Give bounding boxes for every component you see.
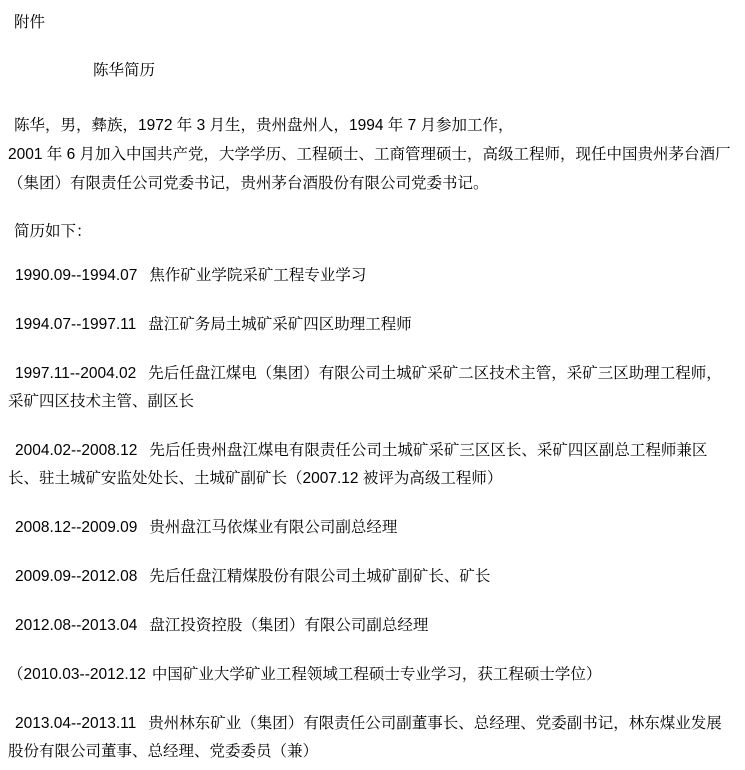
- entry-period: 2009.09--2012.08: [15, 568, 138, 585]
- intro-line: 2001 年 6 月加入中国共产党，大学学历、工程硕士、工商管理硕士，高级工程师，现任中国贵州茅台酒厂: [8, 146, 731, 163]
- intro-paragraph: [8, 111, 731, 198]
- entry-period: 1990.09--1994.07: [15, 267, 138, 284]
- page-title: 陈华简历: [93, 62, 156, 79]
- entry-period: 2012.08--2013.04: [15, 617, 138, 634]
- entry-period: 2010.03--2012.12: [23, 666, 146, 683]
- entry-period: 1994.07--1997.11: [15, 316, 137, 333]
- entry-period: 2008.12--2009.09: [15, 519, 138, 536]
- entry-description: 盘江矿务局土城矿采矿四区助理工程师: [148, 316, 412, 333]
- intro-line: 陈华，男，彝族，1972 年 3 月生，贵州盘州人，1994 年 7 月参加工作，: [14, 117, 514, 134]
- resume-entry: [8, 360, 731, 416]
- resume-entry: [8, 514, 731, 542]
- resume-entries: [8, 262, 731, 766]
- entry-period: 2004.02--2008.12: [15, 442, 138, 459]
- entry-period: 2013.04--2013.11: [15, 715, 137, 732]
- resume-entry: [8, 612, 731, 640]
- intro-line: （集团）有限责任公司党委书记，贵州茅台酒股份有限公司党委书记。: [8, 175, 489, 192]
- entry-description: 中国矿业大学矿业工程领域工程硕士专业学习，获工程硕士学位: [151, 666, 586, 683]
- entry-description: 先后任盘江精煤股份有限公司土城矿副矿长、矿长: [149, 568, 491, 585]
- resume-entry: [8, 262, 731, 290]
- entry-description: 先后任盘江煤电（集团）有限公司土城矿采矿二区技术主管，采矿三区助理工程师，采矿四区技术主管、副区长: [8, 365, 722, 410]
- entry-description: 盘江投资控股（集团）有限公司副总经理: [149, 617, 429, 634]
- resume-entry: [8, 661, 731, 689]
- entry-description: 焦作矿业学院采矿工程专业学习: [149, 267, 367, 284]
- resume-entry: [8, 437, 731, 493]
- resume-entry: [8, 311, 731, 339]
- entry-description: 先后任贵州盘江煤电有限责任公司土城矿采矿三区区长、采矿四区副总工程师兼区长、驻土城矿安监处处长、土城矿副矿长（2007.12 被评为高级工程师）: [8, 442, 708, 487]
- resume-heading: 简历如下：: [14, 223, 92, 240]
- entry-description: 贵州盘江马依煤业有限公司副总经理: [149, 519, 398, 536]
- resume-entry: [8, 710, 731, 766]
- resume-entry: [8, 563, 731, 591]
- attachment-label: 附件: [14, 14, 46, 31]
- open-paren: （: [8, 666, 24, 683]
- close-paren: ）: [585, 666, 602, 683]
- entry-period: 1997.11--2004.02: [15, 365, 137, 382]
- entry-description: 贵州林东矿业（集团）有限责任公司副董事长、总经理、党委副书记，林东煤业发展股份有限公司董事、总经理、党委委员（兼）: [8, 715, 722, 760]
